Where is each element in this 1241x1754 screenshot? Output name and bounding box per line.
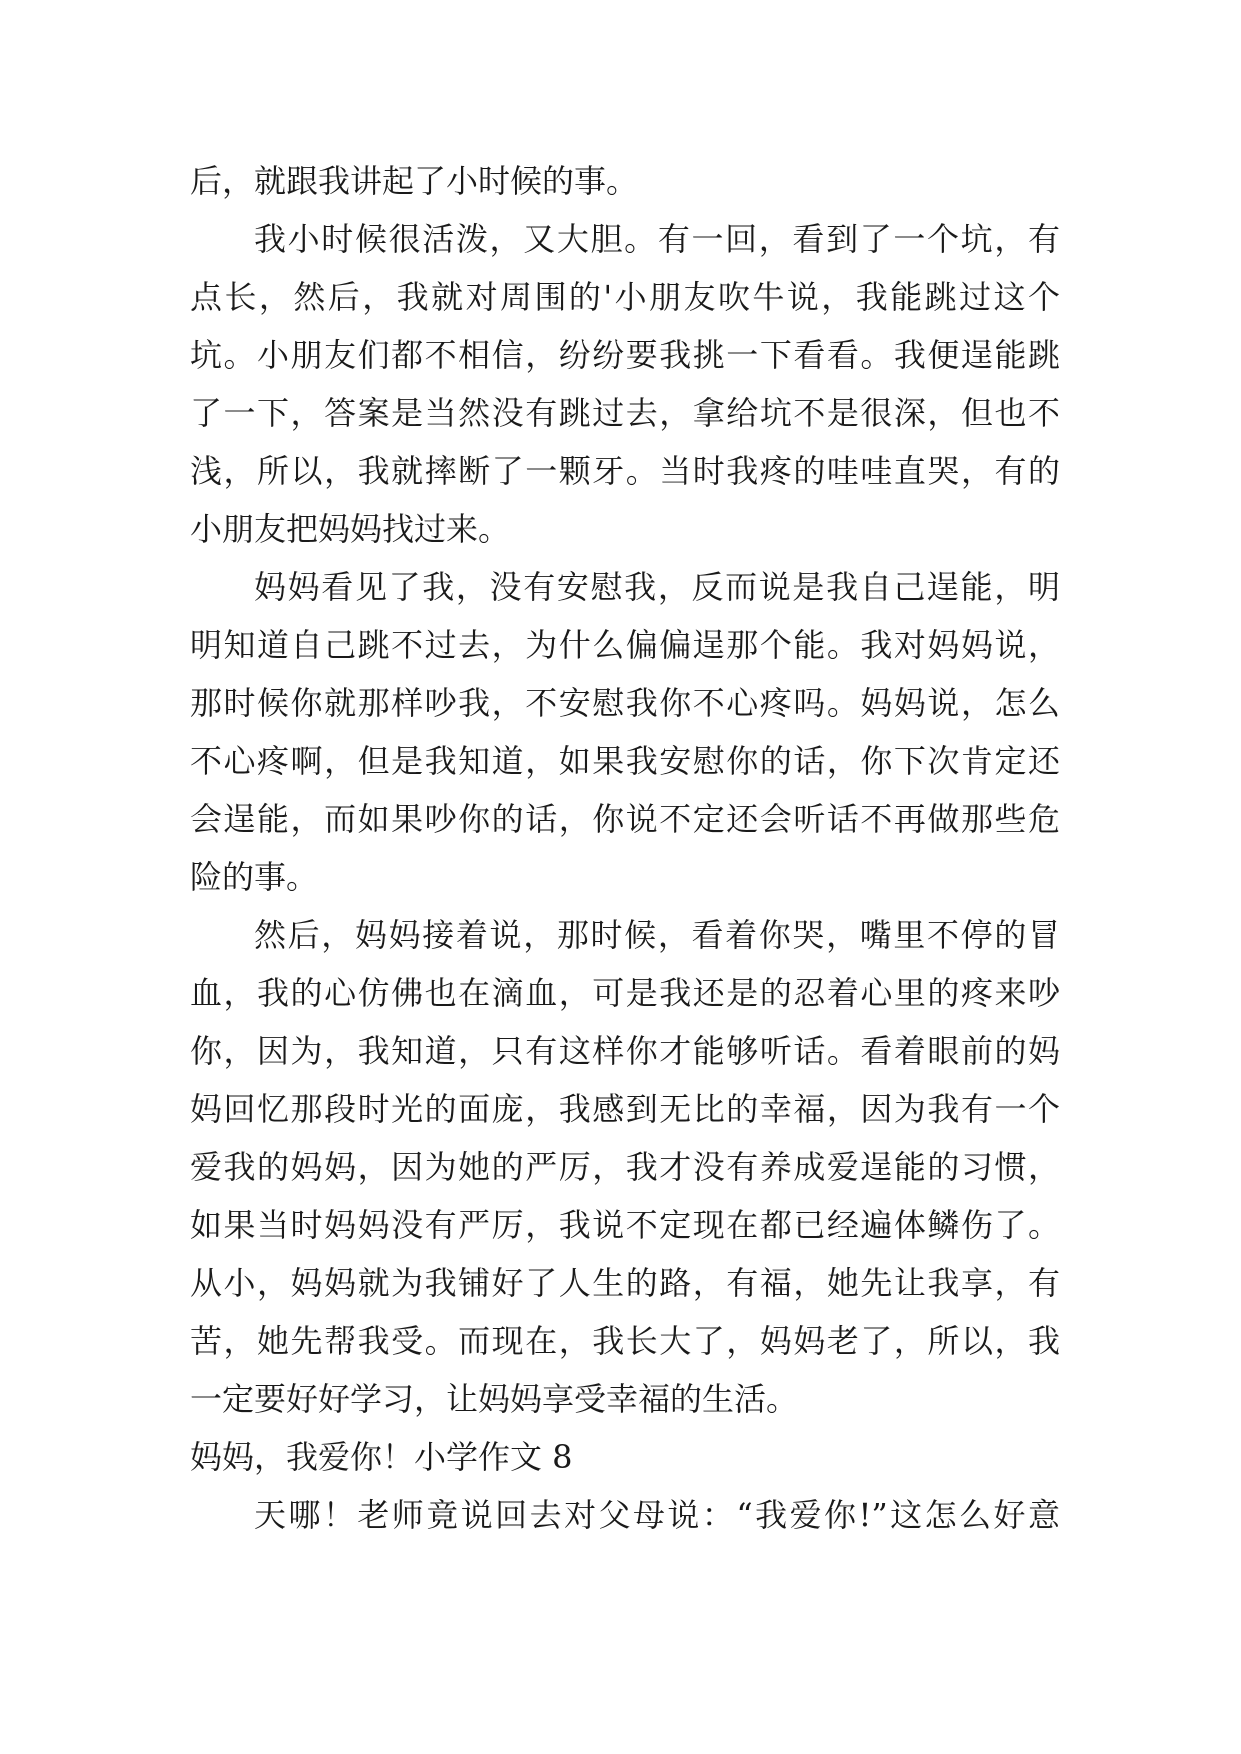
text-line: 妈回忆那段时光的面庞，我感到无比的幸福，因为我有一个 — [190, 1090, 1060, 1128]
text-line: 一定要好好学习，让妈妈享受幸福的生活。 — [190, 1380, 799, 1418]
text-line: 我小时候很活泼，又大胆。有一回，看到了一个坑，有 — [254, 220, 1060, 258]
text-line: 险的事。 — [190, 858, 319, 896]
text-line: 点长，然后，我就对周围的'小朋友吹牛说，我能跳过这个 — [190, 278, 1060, 316]
text-line: 从小，妈妈就为我铺好了人生的路，有福，她先让我享，有 — [190, 1264, 1060, 1302]
text-line: 然后，妈妈接着说，那时候，看着你哭，嘴里不停的冒 — [254, 916, 1060, 954]
text-line: 如果当时妈妈没有严厉，我说不定现在都已经遍体鳞伤了。 — [190, 1206, 1060, 1244]
text-line: 血，我的心仿佛也在滴血，可是我还是的忍着心里的疼来吵 — [190, 974, 1060, 1012]
text-line: 浅，所以，我就摔断了一颗牙。当时我疼的哇哇直哭，有的 — [190, 452, 1060, 490]
text-line: 天哪！老师竟说回去对父母说：“我爱你!”这怎么好意 — [254, 1496, 1060, 1534]
text-line: 你，因为，我知道，只有这样你才能够听话。看着眼前的妈 — [190, 1032, 1060, 1070]
text-line: 苦，她先帮我受。而现在，我长大了，妈妈老了，所以，我 — [190, 1322, 1060, 1360]
text-line: 坑。小朋友们都不相信，纷纷要我挑一下看看。我便逞能跳 — [190, 336, 1060, 374]
text-line: 小朋友把妈妈找过来。 — [190, 510, 511, 548]
text-line: 会逞能，而如果吵你的话，你说不定还会听话不再做那些危 — [190, 800, 1060, 838]
document-body — [190, 152, 1060, 1544]
text-line: 不心疼啊，但是我知道，如果我安慰你的话，你下次肯定还 — [190, 742, 1060, 780]
text-line: 爱我的妈妈，因为她的严厉，我才没有养成爱逞能的习惯， — [190, 1148, 1060, 1186]
text-line: 明知道自己跳不过去，为什么偏偏逞那个能。我对妈妈说， — [190, 626, 1060, 664]
section-heading: 妈妈，我爱你！小学作文 8 — [190, 1438, 573, 1476]
text-line: 那时候你就那样吵我，不安慰我你不心疼吗。妈妈说，怎么 — [190, 684, 1060, 722]
text-line: 了一下，答案是当然没有跳过去，拿给坑不是很深，但也不 — [190, 394, 1060, 432]
text-line: 妈妈看见了我，没有安慰我，反而说是我自己逞能，明 — [254, 568, 1060, 606]
text-line: 后，就跟我讲起了小时候的事。 — [190, 162, 639, 200]
